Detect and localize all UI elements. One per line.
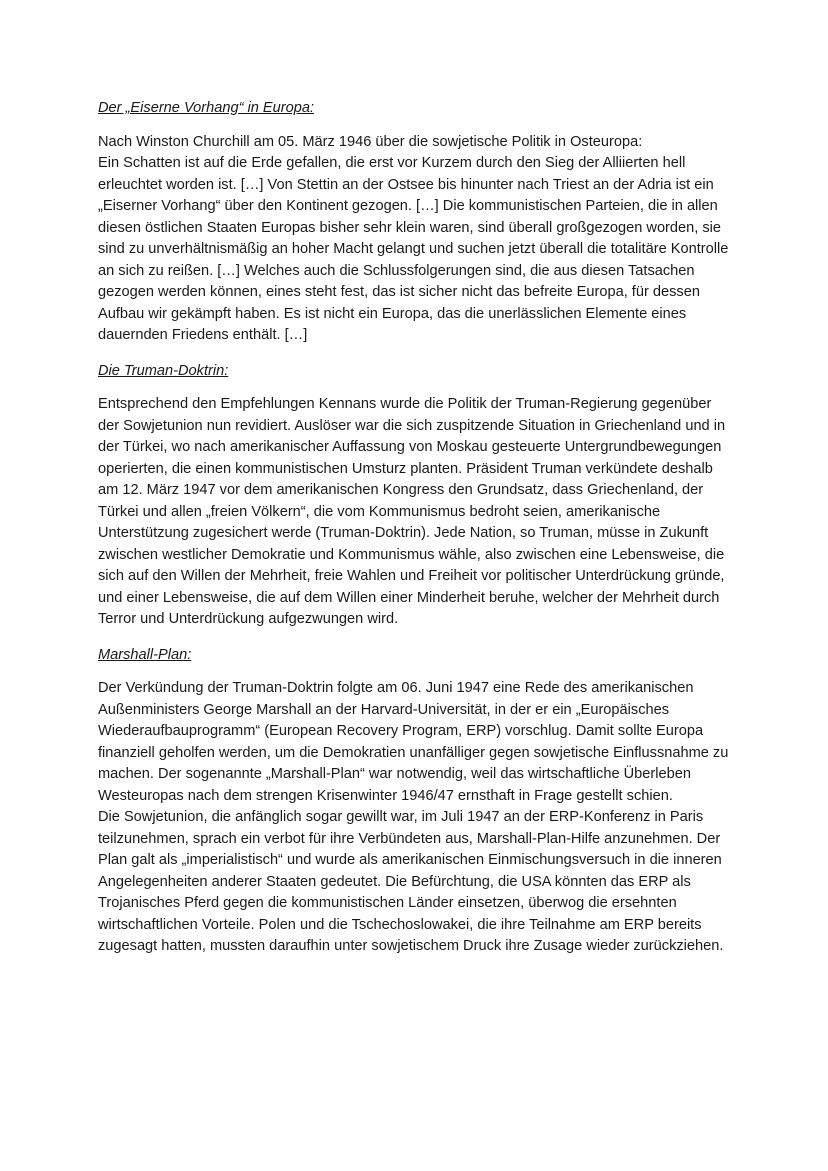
paragraph: Nach Winston Churchill am 05. März 1946 über die sowjetische Politik in Osteuropa: (98, 133, 643, 150)
paragraph: Der Verkündung der Truman-Doktrin folgte am 06. Juni 1947 eine Rede des amerikanischen Außenministers George Marshall an der Harvard-Universität, in der er ein „Europäisches Wiederaufbauprogramm“ (European Recovery Program, ERP) vorschlug. Damit sollte Europa finanziell geholfen werden, um die Demokratien unanfälliger gegen sowjetische Einflussnahme zu machen. Der sogenannte „Marshall-Plan“ war notwendig, weil das wirtschaftliche Überleben Westeuropas nach dem strengen Krisenwinter 1946/47 ernsthaft in Frage gestellt schien. (98, 680, 729, 804)
paragraph: Ein Schatten ist auf die Erde gefallen, die erst vor Kurzem durch den Sieg der Alliierten hell erleuchtet worden ist. […] Von Stettin an der Ostsee bis hinunter nach Triest an der Adria ist ein „Eiserner Vorhang“ über den Kontinent gezogen. […] Die kommunistischen Parteien, die in allen diesen östlichen Staaten Europas bisher sehr klein waren, sind überall großgezogen worden, sie sind zu unverhältnismäßig an hoher Macht gelangt und suchen jetzt überall die totalitäre Kontrolle an sich zu reißen. […] Welches auch die Schlussfolgerungen sind, die aus diesen Tatsachen gezogen werden können, eines steht fest, das ist sicher nicht das befreite Europa, für dessen Aufbau wir gekämpft haben. Es ist nicht ein Europa, das die unerlässlichen Elemente eines dauernden Friedens enthält. […] (98, 155, 729, 343)
section-eiserner-vorhang (98, 98, 733, 347)
section-truman-doktrin (98, 361, 733, 631)
section-heading: Die Truman-Doktrin: (98, 362, 229, 379)
paragraph: Die Sowjetunion, die anfänglich sogar gewillt war, im Juli 1947 an der ERP-Konferenz in Paris teilzunehmen, sprach ein verbot für ihre Verbündeten aus, Marshall-Plan-Hilfe anzunehmen. Der Plan galt als „imperialistisch“ und wurde als amerikanischen Einmischungsversuch in die inneren Angelegenheiten anderer Staaten gedeutet. Die Befürchtung, die USA könnten das ERP als Trojanisches Pferd gegen die kommunistischen Länder einsetzen, überwog die ersehnten wirtschaftlichen Vorteile. Polen und die Tschechoslowakei, die ihre Teilnahme am ERP bereits zugesagt hatten, mussten daraufhin unter sowjetischem Druck ihre Zusage wieder zurückziehen. (98, 809, 724, 954)
section-heading: Marshall-Plan: (98, 646, 192, 663)
section-marshall-plan (98, 645, 733, 958)
section-heading: Der „Eiserne Vorhang“ in Europa: (98, 100, 315, 116)
paragraph: Entsprechend den Empfehlungen Kennans wurde die Politik der Truman-Regierung gegenüber der Sowjetunion nun revidiert. Auslöser war die sich zuspitzende Situation in Griechenland und in der Türkei, wo nach amerikanischer Auffassung von Moskau gesteuerte Untergrundbewegungen operierten, die einen kommunistischen Umsturz planten. Präsident Truman verkündete deshalb am 12. März 1947 vor dem amerikanischen Kongress den Grundsatz, dass Griechenland, der Türkei und allen „freien Völkern“, die vom Kommunismus bedroht seien, amerikanische Unterstützung zugesichert werde (Truman-Doktrin). Jede Nation, so Truman, müsse in Zukunft zwischen westlicher Demokratie und Kommunismus wähle, also zwischen eine Lebensweise, die sich auf den Willen der Mehrheit, freie Wahlen und Freiheit vor politischer Unterdrückung gründe, und einer Lebensweise, die auf dem Willen einer Minderheit beruhe, welcher der Mehrheit durch Terror und Unterdrückung aufgezwungen wird. (98, 396, 726, 627)
document-page (98, 98, 733, 958)
